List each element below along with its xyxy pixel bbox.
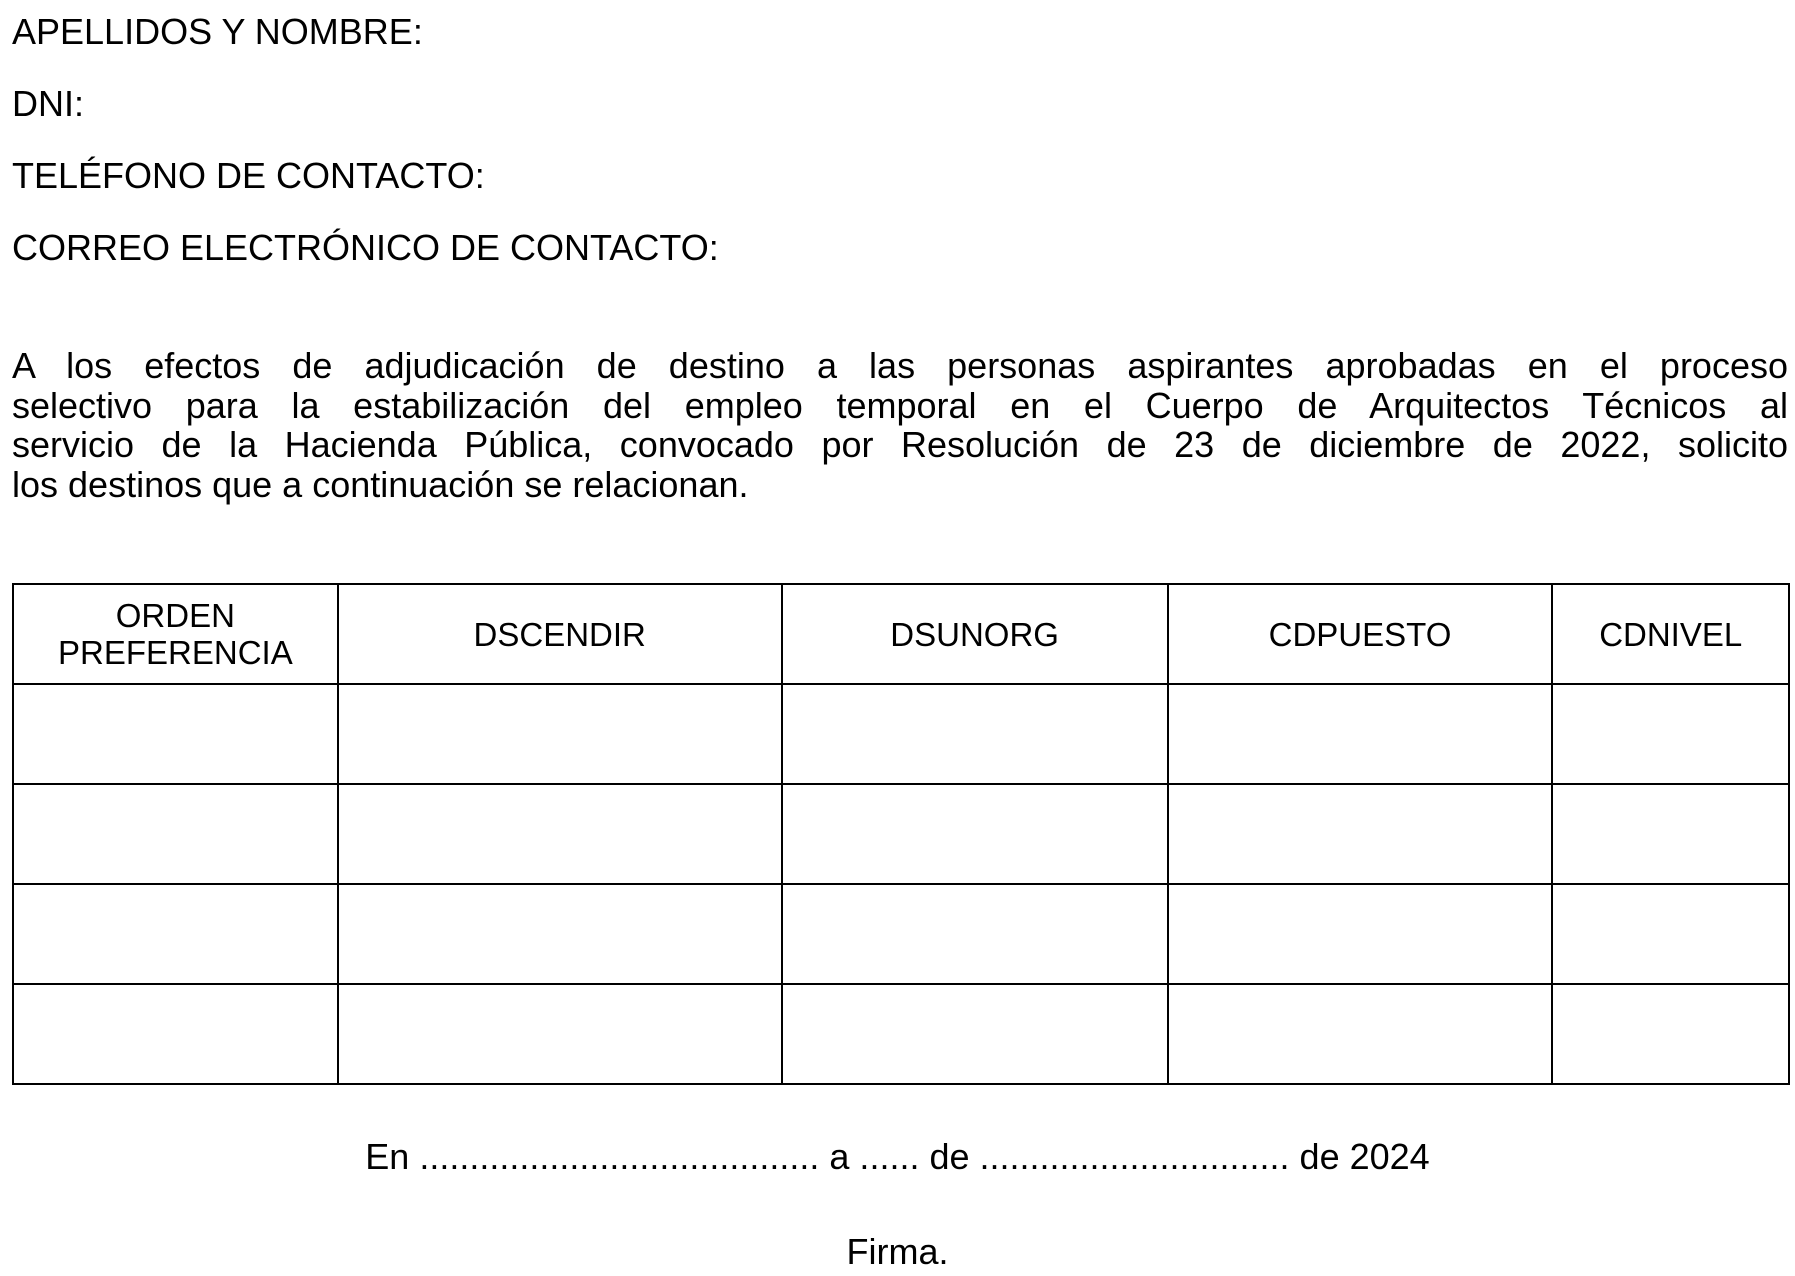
header-orden-line1: ORDEN	[115, 597, 235, 634]
cell-dscendir[interactable]	[338, 984, 782, 1084]
header-orden-preferencia	[13, 584, 338, 684]
header-cdpuesto: CDPUESTO	[1168, 584, 1553, 684]
table-row	[13, 784, 1789, 884]
cell-cdnivel[interactable]	[1552, 884, 1789, 984]
cell-dsunorg[interactable]	[782, 684, 1168, 784]
cell-dscendir[interactable]	[338, 884, 782, 984]
cell-orden[interactable]	[13, 884, 338, 984]
header-orden-line2: PREFERENCIA	[58, 634, 293, 671]
cell-orden[interactable]	[13, 784, 338, 884]
header-cdnivel: CDNIVEL	[1552, 584, 1789, 684]
intro-paragraph	[12, 346, 1788, 504]
header-dsunorg: DSUNORG	[782, 584, 1168, 684]
name-field-label: APELLIDOS Y NOMBRE:	[12, 11, 423, 52]
cell-cdpuesto[interactable]	[1168, 884, 1553, 984]
cell-cdpuesto[interactable]	[1168, 984, 1553, 1084]
cell-cdpuesto[interactable]	[1168, 684, 1553, 784]
cell-orden[interactable]	[13, 984, 338, 1084]
destinations-table	[12, 583, 1790, 1085]
cell-dscendir[interactable]	[338, 784, 782, 884]
email-field-label: CORREO ELECTRÓNICO DE CONTACTO:	[12, 227, 719, 268]
cell-orden[interactable]	[13, 684, 338, 784]
table-row	[13, 884, 1789, 984]
cell-cdnivel[interactable]	[1552, 784, 1789, 884]
cell-cdnivel[interactable]	[1552, 684, 1789, 784]
cell-dsunorg[interactable]	[782, 784, 1168, 884]
header-dscendir: DSCENDIR	[338, 584, 782, 684]
cell-dscendir[interactable]	[338, 684, 782, 784]
intro-line-1: A los efectos de adjudicación de destino a las personas aspirantes aprobadas en el proceso	[12, 345, 1788, 386]
cell-dsunorg[interactable]	[782, 984, 1168, 1084]
phone-field-label: TELÉFONO DE CONTACTO:	[12, 155, 485, 196]
dni-field-label: DNI:	[12, 83, 84, 124]
signature-label: Firma.	[846, 1231, 949, 1272]
intro-line-3: servicio de la Hacienda Pública, convocado por Resolución de 23 de diciembre de 2022, solicito	[12, 424, 1788, 465]
intro-line-4: los destinos que a continuación se relacionan.	[12, 463, 749, 505]
cell-cdpuesto[interactable]	[1168, 784, 1553, 884]
table-header-row	[13, 584, 1789, 684]
cell-dsunorg[interactable]	[782, 884, 1168, 984]
cell-cdnivel[interactable]	[1552, 984, 1789, 1084]
place-date-line: En ........................................ a ...... de ............................... de 2024	[365, 1136, 1430, 1177]
table-row	[13, 984, 1789, 1084]
intro-line-2: selectivo para la estabilización del empleo temporal en el Cuerpo de Arquitectos Técnicos al	[12, 384, 1788, 426]
table-row	[13, 684, 1789, 784]
